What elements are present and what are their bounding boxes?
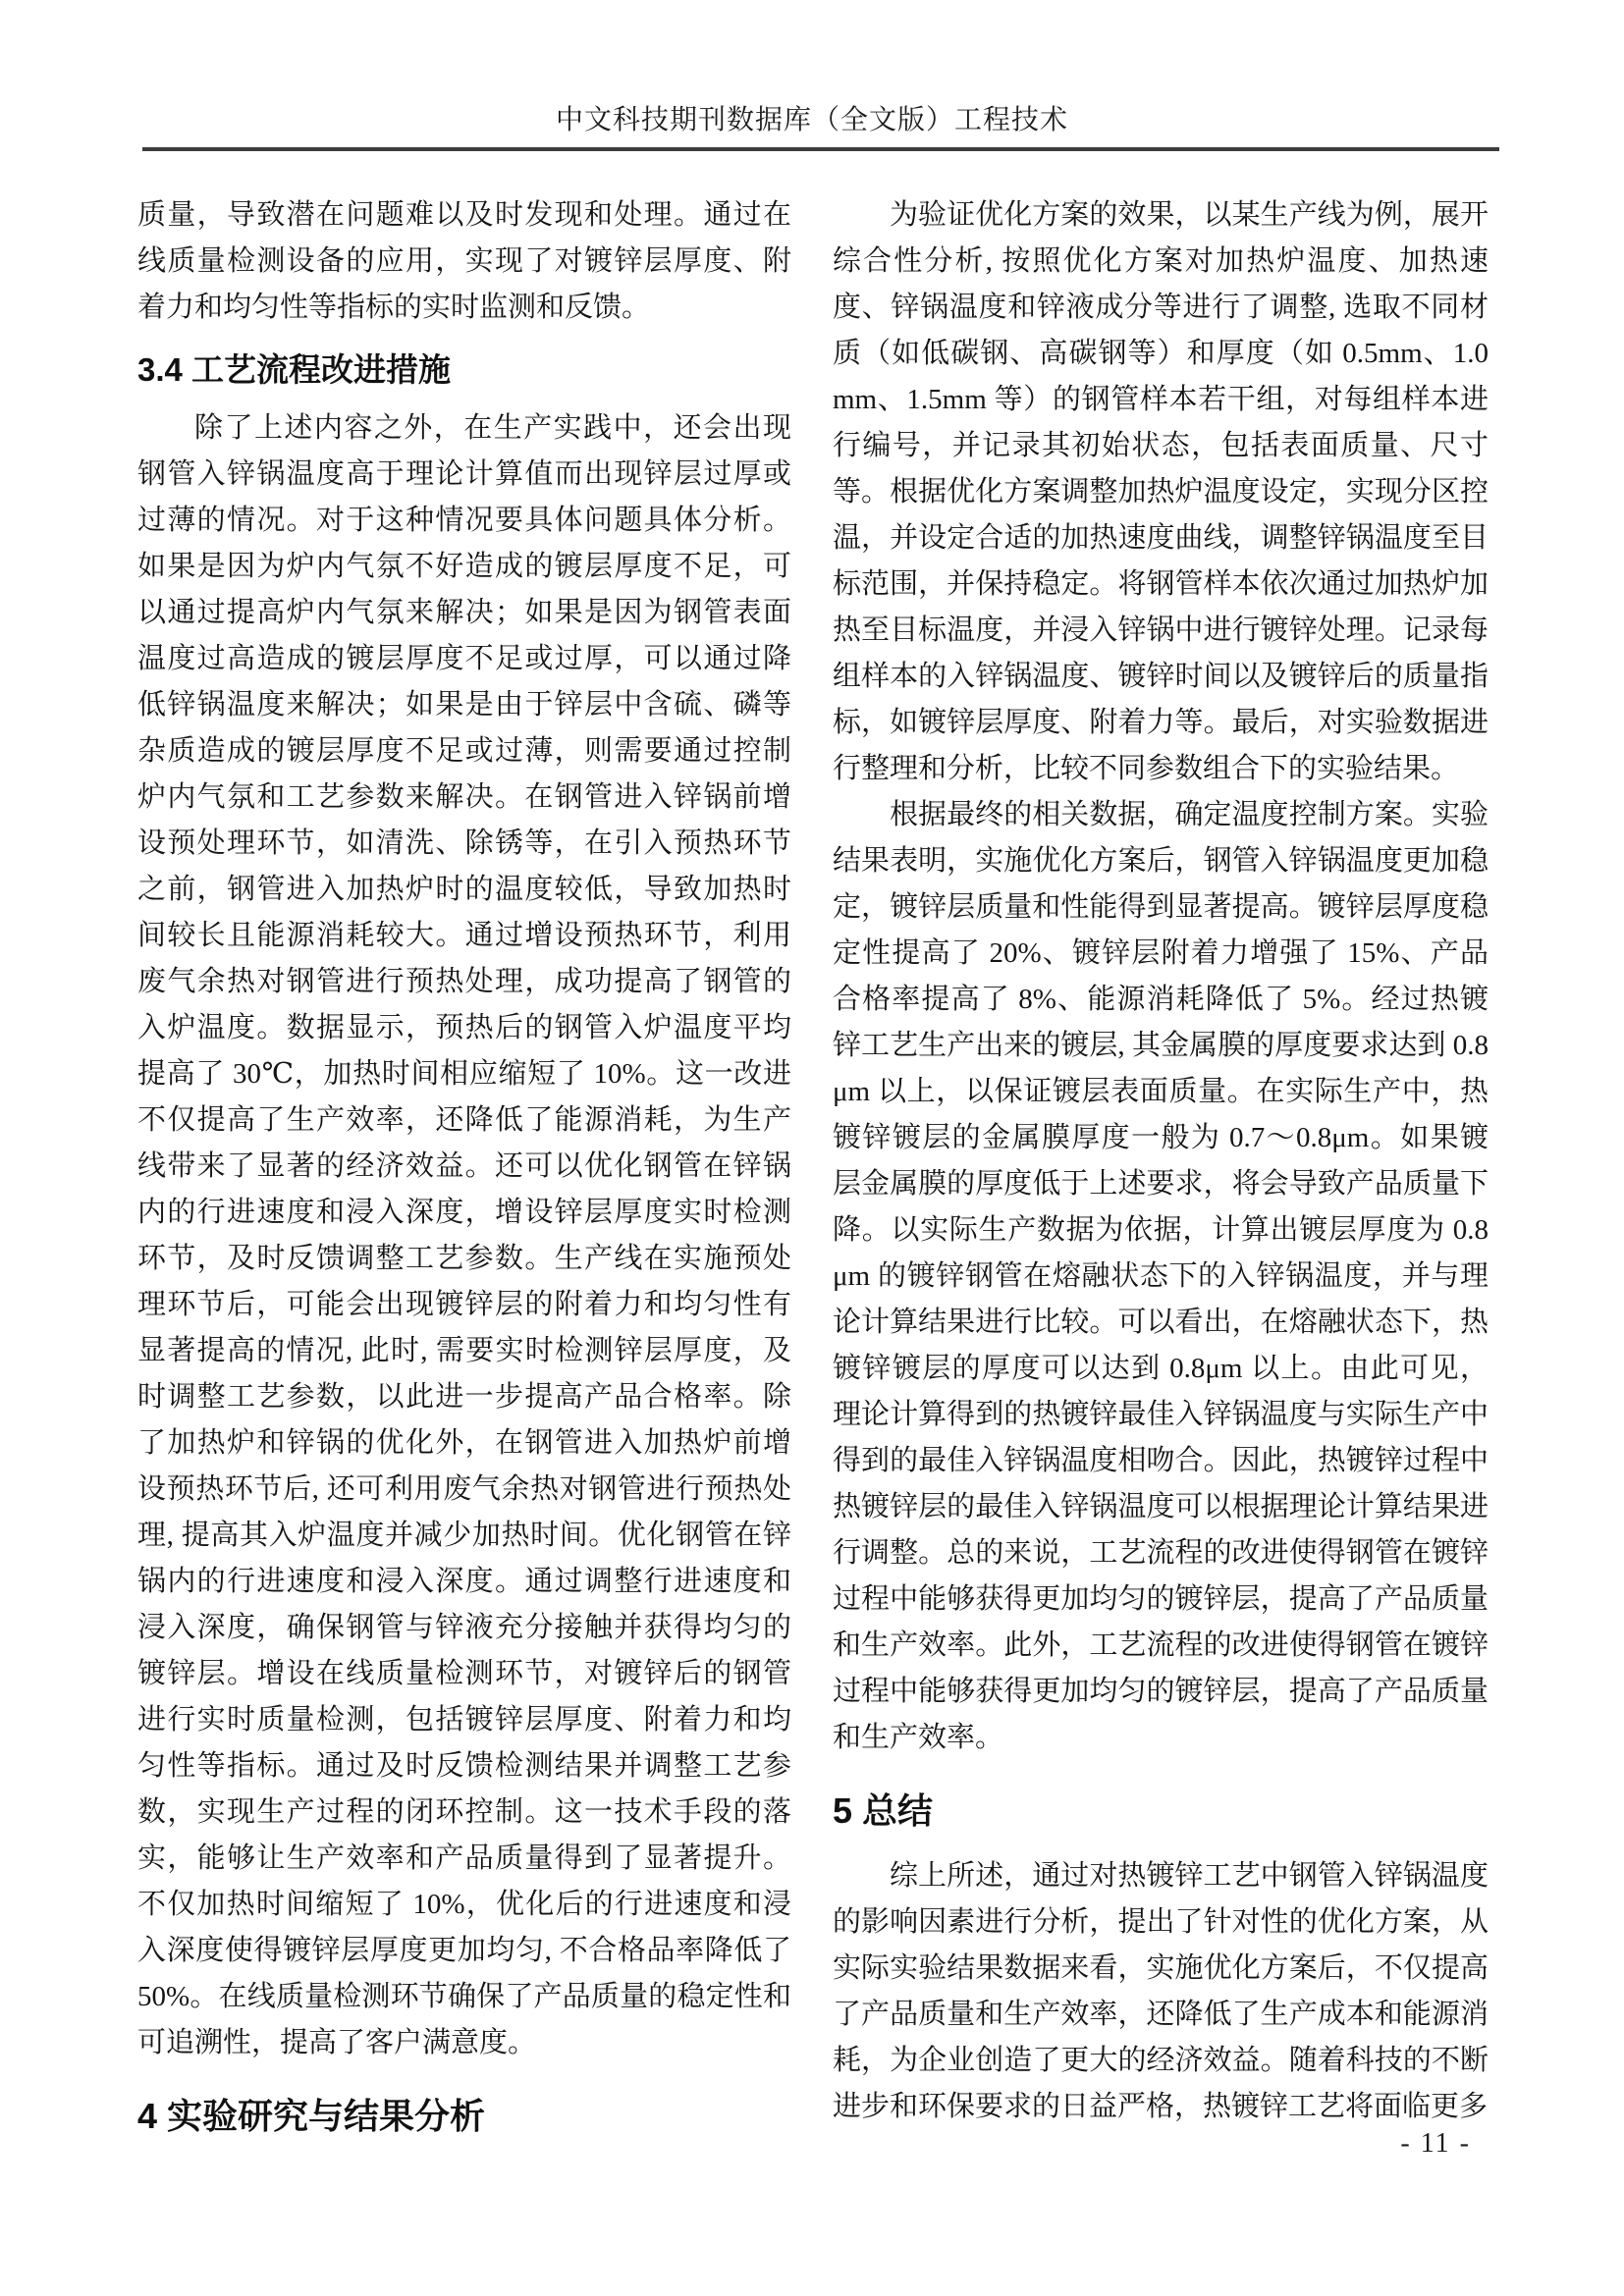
left-column: [137, 192, 791, 2159]
section-5-heading: 5 总结: [833, 1790, 934, 1831]
journal-header-title: 中文科技期刊数据库（全文版）工程技术: [555, 105, 1068, 135]
section-3-4-heading: 3.4 工艺流程改进措施: [137, 351, 452, 388]
section-3-4-paragraph: 除了上述内容之外，在生产实践中，还会出现钢管入锌锅温度高于理论计算值而出现锌层过厚或过薄的情况。对于这种情况要具体问题具体分析。如果是因为炉内气氛不好造成的镀层厚度不足，可以通过提高炉内气氛来解决；如果是因为钢管表面温度过高造成的镀层厚度不足或过厚，可以通过降低锌锅温度来解决；如果是由于锌层中含硫、磷等杂质造成的镀层厚度不足或过薄，则需要通过控制炉内气氛和工艺参数来解决。在钢管进入锌锅前增设预处理环节，如清洗、除锈等，在引入预热环节之前，钢管进入加热炉时的温度较低，导致加热时间较长且能源消耗较大。通过增设预热环节，利用废气余热对钢管进行预热处理，成功提高了钢管的入炉温度。数据显示，预热后的钢管入炉温度平均提高了 30℃，加热时间相应缩短了 10%。这一改进不仅提高了生产效率，还降低了能源消耗，为生产线带来了显著的经济效益。还可以优化钢管在锌锅内的行进速度和浸入深度，增设锌层厚度实时检测环节，及时反馈调整工艺参数。生产线在实施预处理环节后，可能会出现镀锌层的附着力和均匀性有显著提高的情况, 此时, 需要实时检测锌层厚度，及时调整工艺参数，以此进一步提高产品合格率。除了加热炉和锌锅的优化外，在钢管进入加热炉前增设预热环节后, 还可利用废气余热对钢管进行预热处理, 提高其入炉温度并减少加热时间。优化钢管在锌锅内的行进速度和浸入深度。通过调整行进速度和浸入深度，确保钢管与锌液充分接触并获得均匀的镀锌层。增设在线质量检测环节，对镀锌后的钢管进行实时质量检测，包括镀锌层厚度、附着力和均匀性等指标。通过及时反馈检测结果并调整工艺参数，实现生产过程的闭环控制。这一技术手段的落实，能够让生产效率和产品质量得到了显著提升。不仅加热时间缩短了 10%，优化后的行进速度和浸入深度使得镀锌层厚度更加均匀, 不合格品率降低了 50%。在线质量检测环节确保了产品质量的稳定性和可追溯性，提高了客户满意度。: [137, 412, 791, 2058]
section-5-paragraph: 综上所述，通过对热镀锌工艺中钢管入锌锅温度的影响因素进行分析，提出了针对性的优化方案，从实际实验结果数据来看，实施优化方案后，不仅提高了产品质量和生产效率，还降低了生产成本和能源消耗，为企业创造了更大的经济效益。随着科技的不断进步和环保要求的日益严格，热镀锌工艺将面临更多: [833, 1860, 1489, 2122]
section-4-paragraph-1: 为验证优化方案的效果，以某生产线为例，展开综合性分析, 按照优化方案对加热炉温度、加热速度、锌锅温度和锌液成分等进行了调整, 选取不同材质（如低碳钢、高碳钢等）和厚度（如 0.5mm、1.0mm、1.5mm 等）的钢管样本若干组，对每组样本进行编号，并记录其初始状态，包括表面质量、尺寸等。根据优化方案调整加热炉温度设定，实现分区控温，并设定合适的加热速度曲线，调整锌锅温度至目标范围，并保持稳定。将钢管样本依次通过加热炉加热至目标温度，并浸入锌锅中进行镀锌处理。记录每组样本的入锌锅温度、镀锌时间以及镀锌后的质量指标，如镀锌层厚度、附着力等。最后，对实验数据进行整理和分析，比较不同参数组合下的实验结果。: [833, 199, 1489, 784]
right-column: [833, 192, 1489, 2130]
continuation-paragraph: 质量，导致潜在问题难以及时发现和处理。通过在线质量检测设备的应用，实现了对镀锌层厚度、附着力和均匀性等指标的实时监测和反馈。: [137, 199, 791, 323]
section-4-heading: 4 实验研究与结果分析: [137, 2096, 486, 2136]
section-4-paragraph-2: 根据最终的相关数据，确定温度控制方案。实验结果表明，实施优化方案后，钢管入锌锅温度更加稳定，镀锌层质量和性能得到显著提高。镀锌层厚度稳定性提高了 20%、镀锌层附着力增强了 15%、产品合格率提高了 8%、能源消耗降低了 5%。经过热镀锌工艺生产出来的镀层, 其金属膜的厚度要求达到 0.8μm 以上，以保证镀层表面质量。在实际生产中，热镀锌镀层的金属膜厚度一般为 0.7～0.8μm。如果镀层金属膜的厚度低于上述要求，将会导致产品质量下降。以实际生产数据为依据，计算出镀层厚度为 0.8μm 的镀锌钢管在熔融状态下的入锌锅温度，并与理论计算结果进行比较。可以看出，在熔融状态下，热镀锌镀层的厚度可以达到 0.8μm 以上。由此可见，理论计算得到的热镀锌最佳入锌锅温度与实际生产中得到的最佳入锌锅温度相吻合。因此，热镀锌过程中热镀锌层的最佳入锌锅温度可以根据理论计算结果进行调整。总的来说，工艺流程的改进使得钢管在镀锌过程中能够获得更加均匀的镀锌层，提高了产品质量和生产效率。此外，工艺流程的改进使得钢管在镀锌过程中能够获得更加均匀的镀锌层，提高了产品质量和生产效率。: [833, 799, 1489, 1753]
page-number: - 11 -: [1400, 2128, 1471, 2159]
header-divider-rule: [142, 147, 1499, 151]
